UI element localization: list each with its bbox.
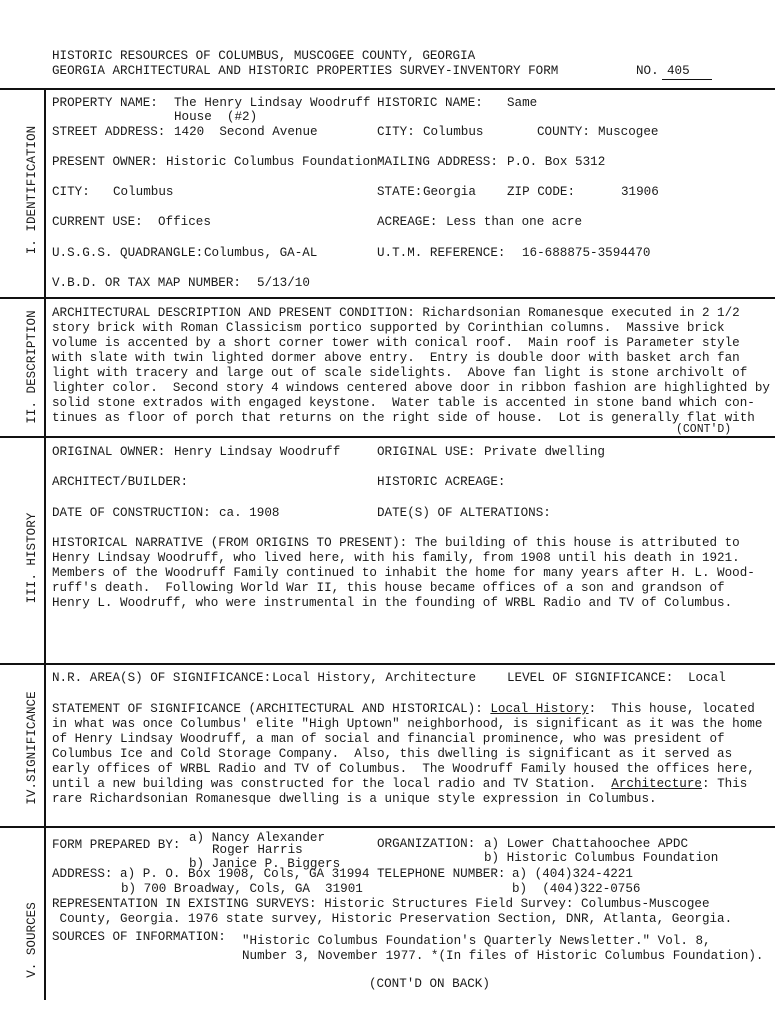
- source-line1: "Historic Columbus Foundation's Quarterly Newsletter." Vol. 8,: [242, 934, 711, 948]
- source-line2: Number 3, November 1977. *(In files of Historic Columbus Foundation).: [242, 949, 764, 963]
- narrative-line: Henry L. Woodruff, who were instrumental in the founding of WRBL Radio and TV of Columbus.: [52, 596, 733, 610]
- county-label: COUNTY:: [537, 125, 590, 139]
- rule-2: [0, 436, 775, 438]
- rule-1: [0, 297, 775, 299]
- significance-statement-line1: [52, 702, 755, 716]
- significance-line6: [52, 777, 747, 791]
- organization-a: a) Lower Chattahoochee APDC: [484, 837, 689, 851]
- construction-date-label: DATE OF CONSTRUCTION:: [52, 506, 211, 520]
- property-name-line2: House (#2): [174, 110, 258, 124]
- street-address: 1420 Second Avenue: [174, 125, 318, 139]
- current-use: Offices: [158, 215, 211, 229]
- section-label-sources: V. SOURCES: [25, 902, 39, 978]
- description-continued: (CONT'D): [676, 423, 732, 436]
- statement-label: STATEMENT OF SIGNIFICANCE (ARCHITECTURAL AND HISTORICAL):: [52, 702, 483, 716]
- form-header-line1: HISTORIC RESOURCES OF COLUMBUS, MUSCOGEE COUNTY, GEORGIA: [52, 49, 476, 63]
- tax-map-number: 5/13/10: [257, 276, 310, 290]
- owner-city: Columbus: [113, 185, 174, 199]
- description-line: volume is accented by a short corner tower with conical roof. Main roof is Parameter style: [52, 336, 740, 350]
- mailing-address-label: MAILING ADDRESS:: [377, 155, 498, 169]
- description-line: light with tracery and large out of scale sidelights. Above fan light is stone archivolt of: [52, 366, 748, 380]
- sources-label: SOURCES OF INFORMATION:: [52, 930, 226, 944]
- state-label: STATE:: [377, 185, 423, 199]
- form-header-line2: GEORGIA ARCHITECTURAL AND HISTORIC PROPERTIES SURVEY-INVENTORY FORM: [52, 64, 559, 78]
- usgs-quadrangle: Columbus, GA-AL: [204, 246, 318, 260]
- narrative-line: Henry Lindsay Woodruff, who lived here, with his family, from 1908 until his death in 1921.: [52, 551, 740, 565]
- preparer-a1: a) Nancy Alexander: [189, 831, 326, 845]
- state: Georgia: [423, 185, 476, 199]
- city: Columbus: [423, 125, 484, 139]
- architect-builder-label: ARCHITECT/BUILDER:: [52, 475, 189, 489]
- prepared-by-label: FORM PREPARED BY:: [52, 838, 181, 852]
- present-owner: Historic Columbus Foundation: [166, 155, 378, 169]
- description-line: lighter color. Second story 4 windows centered above door in ribbon fashion are highlighted by: [52, 381, 770, 395]
- significance-line: Columbus Ice and Cold Storage Company. Also, this dwelling is significant as it served as: [52, 747, 733, 761]
- nr-area: Local History, Architecture: [272, 671, 477, 685]
- county: Muscogee: [598, 125, 659, 139]
- form-number-underline: [662, 79, 712, 80]
- level-significance: Local: [688, 671, 726, 685]
- significance-line: early offices of WRBL Radio and TV of Columbus. The Woodruff Family housed the offices here,: [52, 762, 755, 776]
- narrative-line: ruff's death. Following World War II, this house became offices of a son and grandson of: [52, 581, 725, 595]
- historic-acreage-label: HISTORIC ACREAGE:: [377, 475, 506, 489]
- section-label-history: III. HISTORY: [25, 512, 39, 604]
- architecture-term: Architecture: [611, 777, 702, 791]
- preparer-b: b) Janice P. Biggers: [189, 857, 341, 871]
- property-name-label: PROPERTY NAME:: [52, 96, 158, 110]
- significance-line6-post: : This: [701, 777, 748, 791]
- description-line: tinues as floor of porch that returns on the right side of house. Lot is generally flat with: [52, 411, 755, 425]
- nr-area-label: N.R. AREA(S) OF SIGNIFICANCE:: [52, 671, 272, 685]
- description-line: with slate with twin lighted dormer above entry. Entry is double door with basket arch fan: [52, 351, 740, 365]
- organization-b: b) Historic Columbus Foundation: [484, 851, 719, 865]
- property-name-line1: The Henry Lindsay Woodruff: [174, 96, 371, 110]
- representation-line1: REPRESENTATION IN EXISTING SURVEYS: Historic Structures Field Survey: Columbus-Muscogee: [52, 897, 710, 911]
- significance-line: of Henry Lindsay Woodruff, a man of social and financial prominence, who was president of: [52, 732, 725, 746]
- utm-reference-label: U.T.M. REFERENCE:: [377, 246, 506, 260]
- local-history-term: Local History: [490, 702, 589, 716]
- continued-on-back: (CONT'D ON BACK): [369, 977, 490, 991]
- narrative-line: Members of the Woodruff Family continued to inhabit the home for many years after H. L. Wood-: [52, 566, 755, 580]
- zip-code: 31906: [621, 185, 659, 199]
- original-use-label: ORIGINAL USE:: [377, 445, 476, 459]
- description-line: story brick with Roman Classicism portico supported by Corinthian columns. Massive brick: [52, 321, 725, 335]
- utm-reference: 16-688875-3594470: [522, 246, 651, 260]
- section-label-significance: IV.SIGNIFICANCE: [25, 691, 39, 805]
- street-address-label: STREET ADDRESS:: [52, 125, 166, 139]
- telephone-a: a) (404)324-4221: [512, 867, 633, 881]
- section-label-description: II. DESCRIPTION: [25, 310, 39, 424]
- telephone-label: TELEPHONE NUMBER:: [377, 867, 506, 881]
- telephone-b: b) (404)322-0756: [512, 882, 641, 896]
- rule-3: [0, 663, 775, 665]
- alterations-label: DATE(S) OF ALTERATIONS:: [377, 506, 551, 520]
- original-use: Private dwelling: [484, 445, 605, 459]
- section-label-identification: I. IDENTIFICATION: [25, 125, 39, 255]
- significance-line: in what was once Columbus' elite "High Uptown" neighborhood, is significant as it was the home: [52, 717, 763, 731]
- significance-line6-pre: until a new building was constructed for the local radio and TV Station.: [52, 777, 612, 791]
- representation-line2: County, Georgia. 1976 state survey, Historic Preservation Section, DNR, Atlanta, Georgia.: [52, 912, 733, 926]
- description-line: ARCHITECTURAL DESCRIPTION AND PRESENT CONDITION: Richardsonian Romanesque executed in 2 1/2: [52, 306, 740, 320]
- section-divider-vertical: [44, 88, 46, 1000]
- acreage: Less than one acre: [446, 215, 583, 229]
- rule-top: [0, 88, 775, 90]
- form-number: 405: [667, 64, 690, 78]
- address-b: b) 700 Broadway, Cols, GA 31901: [121, 882, 363, 896]
- acreage-label: ACREAGE:: [377, 215, 438, 229]
- historic-name: Same: [507, 96, 538, 110]
- narrative-line: HISTORICAL NARRATIVE (FROM ORIGINS TO PRESENT): The building of this house is attributed to: [52, 536, 740, 550]
- mailing-address: P.O. Box 5312: [507, 155, 606, 169]
- preparer-a2: Roger Harris: [212, 843, 303, 857]
- organization-label: ORGANIZATION:: [377, 837, 476, 851]
- significance-line: rare Richardsonian Romanesque dwelling is a unique style expression in Columbus.: [52, 792, 657, 806]
- usgs-quadrangle-label: U.S.G.S. QUADRANGLE:: [52, 246, 204, 260]
- form-number-label: NO.: [636, 64, 659, 78]
- rule-4: [0, 826, 775, 828]
- historic-name-label: HISTORIC NAME:: [377, 96, 483, 110]
- zip-code-label: ZIP CODE:: [507, 185, 576, 199]
- statement-line1-rest: : This house, located: [588, 702, 755, 716]
- present-owner-label: PRESENT OWNER:: [52, 155, 158, 169]
- owner-city-label: CITY:: [52, 185, 90, 199]
- current-use-label: CURRENT USE:: [52, 215, 143, 229]
- original-owner-label: ORIGINAL OWNER:: [52, 445, 166, 459]
- tax-map-label: V.B.D. OR TAX MAP NUMBER:: [52, 276, 241, 290]
- description-line: solid stone extrados with engaged keystone. Water table is accented in stone band which con-: [52, 396, 755, 410]
- original-owner: Henry Lindsay Woodruff: [174, 445, 341, 459]
- construction-date: ca. 1908: [219, 506, 280, 520]
- city-label: CITY:: [377, 125, 415, 139]
- address-a: ADDRESS: a) P. O. Box 1908, Cols, GA 31994: [52, 867, 370, 881]
- level-significance-label: LEVEL OF SIGNIFICANCE:: [507, 671, 674, 685]
